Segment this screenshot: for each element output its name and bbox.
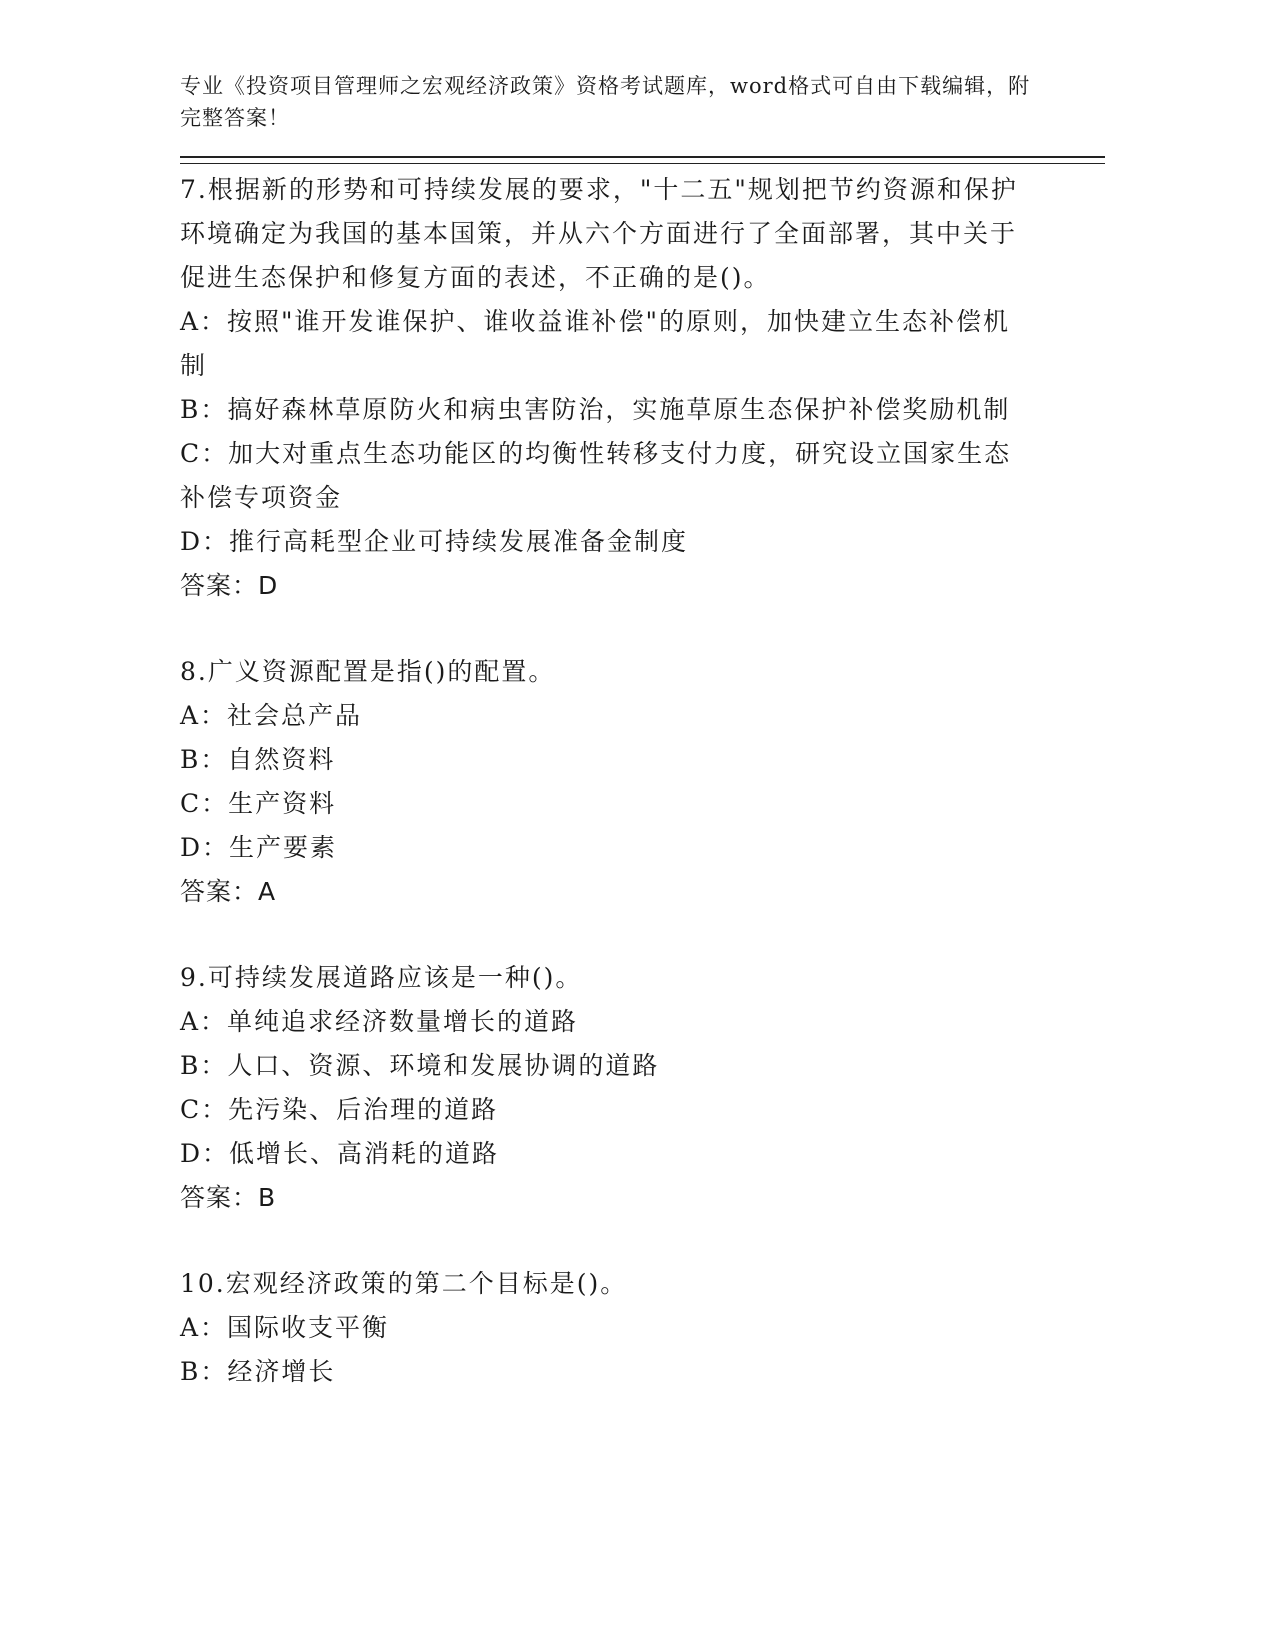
question-stem: 7.根据新的形势和可持续发展的要求，"十二五"规划把节约资源和保护环境确定为我国的基本国策，并从六个方面进行了全面部署，其中关于促进生态保护和修复方面的表述，不正确的是()。 xyxy=(180,175,1018,292)
option-a: A：社会总产品 xyxy=(180,701,363,730)
question-stem: 8.广义资源配置是指()的配置。 xyxy=(180,657,556,686)
question-9 xyxy=(180,956,1110,1220)
answer-label: 答案：A xyxy=(180,877,277,906)
document-page xyxy=(180,70,1110,1436)
option-d: D：低增长、高消耗的道路 xyxy=(180,1139,500,1168)
answer-label: 答案：D xyxy=(180,571,279,600)
option-c: C：加大对重点生态功能区的均衡性转移支付力度，研究设立国家生态补偿专项资金 xyxy=(180,439,1012,512)
option-a: A：按照"谁开发谁保护、谁收益谁补偿"的原则，加快建立生态补偿机制 xyxy=(180,307,1011,380)
option-c: C：生产资料 xyxy=(180,789,337,818)
option-d: D：推行高耗型企业可持续发展准备金制度 xyxy=(180,527,689,556)
question-10 xyxy=(180,1262,1110,1394)
option-b: B：人口、资源、环境和发展协调的道路 xyxy=(180,1051,660,1080)
question-stem: 10.宏观经济政策的第二个目标是()。 xyxy=(180,1269,628,1298)
option-c: C：先污染、后治理的道路 xyxy=(180,1095,499,1124)
option-a: A：国际收支平衡 xyxy=(180,1313,390,1342)
option-b: B：搞好森林草原防火和病虫害防治，实施草原生态保护补偿奖励机制 xyxy=(180,395,1011,424)
option-d: D：生产要素 xyxy=(180,833,338,862)
option-b: B：经济增长 xyxy=(180,1357,336,1386)
question-7 xyxy=(180,168,1110,608)
question-stem: 9.可持续发展道路应该是一种()。 xyxy=(180,963,583,992)
question-list xyxy=(180,168,1110,1394)
option-a: A：单纯追求经济数量增长的道路 xyxy=(180,1007,579,1036)
document-header: 专业《投资项目管理师之宏观经济政策》资格考试题库，word格式可自由下载编辑，附完整答案！ xyxy=(180,74,1031,130)
option-b: B：自然资料 xyxy=(180,745,336,774)
answer-label: 答案：B xyxy=(180,1183,277,1212)
header-divider xyxy=(180,156,1105,164)
question-8 xyxy=(180,650,1110,914)
